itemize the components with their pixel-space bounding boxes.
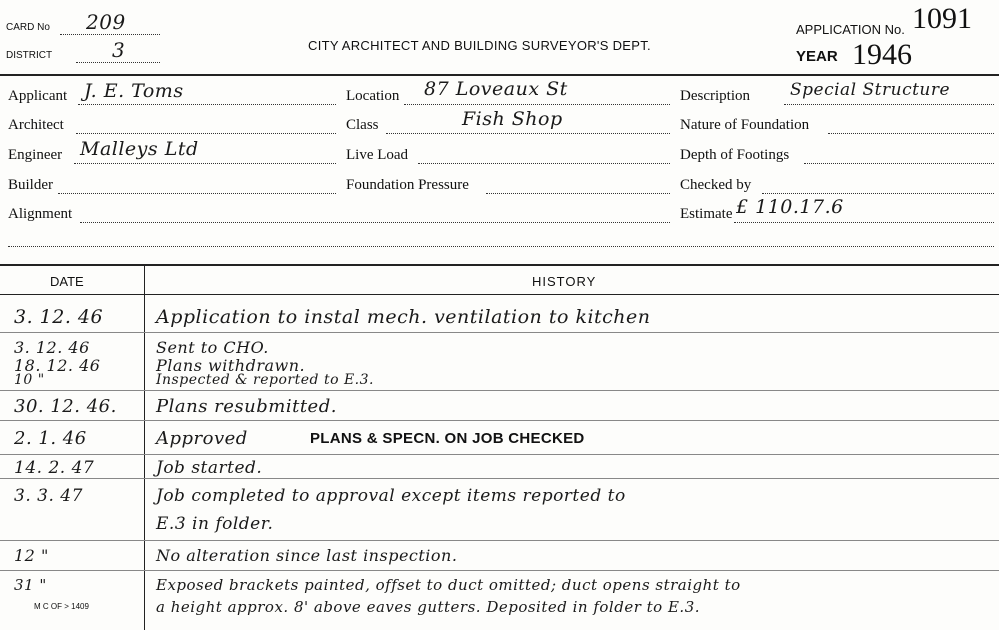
history-date: 3. 3. 47 — [14, 486, 83, 506]
approval-stamp: PLANS & SPECN. ON JOB CHECKED — [310, 430, 585, 447]
application-number: 1091 — [912, 2, 972, 35]
history-entry: Exposed brackets painted, offset to duct omitted; duct opens straight to — [156, 576, 741, 594]
history-entry: Sent to CHO. — [156, 338, 269, 357]
application-label: APPLICATION No. — [796, 22, 905, 37]
history-date: 3. 12. 46 — [14, 338, 90, 357]
row-divider — [0, 540, 999, 541]
description-value: Special Structure — [790, 80, 951, 100]
class-label: Class — [346, 117, 379, 133]
live-load-label: Live Load — [346, 147, 409, 163]
history-entry: Inspected & reported to E.3. — [156, 372, 374, 388]
engineer-label: Engineer — [8, 147, 63, 163]
row-divider — [0, 454, 999, 455]
checked-label: Checked by — [680, 177, 752, 193]
history-date: 18. 12. 46 — [14, 356, 101, 375]
year-label: YEAR — [796, 48, 838, 65]
history-date: 12 " — [14, 546, 49, 565]
history-entry: Application to instal mech. ventilation to kitchen — [156, 306, 651, 328]
description-label: Description — [680, 88, 750, 104]
location-value: 87 Loveaux St — [424, 78, 568, 100]
history-entry: E.3 in folder. — [156, 514, 274, 534]
applicant-value: J. E. Toms — [84, 80, 184, 102]
architect-label: Architect — [8, 117, 64, 133]
history-entry: Job started. — [156, 458, 263, 478]
history-column-header: HISTORY — [532, 274, 597, 289]
alignment-label: Alignment — [8, 206, 73, 222]
builder-label: Builder — [8, 177, 53, 193]
history-date: 14. 2. 47 — [14, 458, 95, 478]
foundation-pressure-label: Foundation Pressure — [346, 177, 469, 193]
card-no-value: 209 — [86, 10, 126, 34]
district-value: 3 — [112, 38, 126, 62]
history-entry: a height approx. 8' above eaves gutters. Deposited in folder to E.3. — [156, 598, 700, 616]
history-date: 31 " — [14, 576, 47, 594]
history-date: 3. 12. 46 — [14, 306, 104, 328]
row-divider — [0, 570, 999, 571]
year-value: 1946 — [852, 38, 912, 71]
history-entry: No alteration since last inspection. — [156, 546, 458, 565]
row-divider — [0, 332, 999, 333]
date-column-header: DATE — [50, 274, 84, 289]
history-entry: Plans resubmitted. — [156, 396, 337, 417]
row-divider — [0, 420, 999, 421]
history-date: 10 " — [14, 372, 45, 388]
district-label: DISTRICT — [6, 50, 53, 61]
depth-label: Depth of Footings — [680, 147, 790, 163]
estimate-value: £ 110.17.6 — [736, 196, 844, 218]
location-label: Location — [346, 88, 400, 104]
form-code: M C OF > 1409 — [34, 602, 89, 611]
row-divider — [0, 390, 999, 391]
estimate-label: Estimate — [680, 206, 733, 222]
history-entry: Plans withdrawn. — [156, 356, 306, 375]
engineer-value: Malleys Ltd — [80, 138, 199, 160]
history-date: 2. 1. 46 — [14, 428, 87, 449]
row-divider — [0, 478, 999, 479]
history-date: 30. 12. 46. — [14, 396, 117, 417]
history-entry: Approved — [156, 428, 248, 449]
dept-title: CITY ARCHITECT AND BUILDING SURVEYOR'S DEPT. — [308, 38, 651, 53]
card-no-label: CARD No — [6, 22, 50, 33]
history-entry: Job completed to approval except items reported to — [156, 486, 626, 506]
nature-label: Nature of Foundation — [680, 117, 810, 133]
class-value: Fish Shop — [462, 108, 563, 130]
applicant-label: Applicant — [8, 88, 68, 104]
